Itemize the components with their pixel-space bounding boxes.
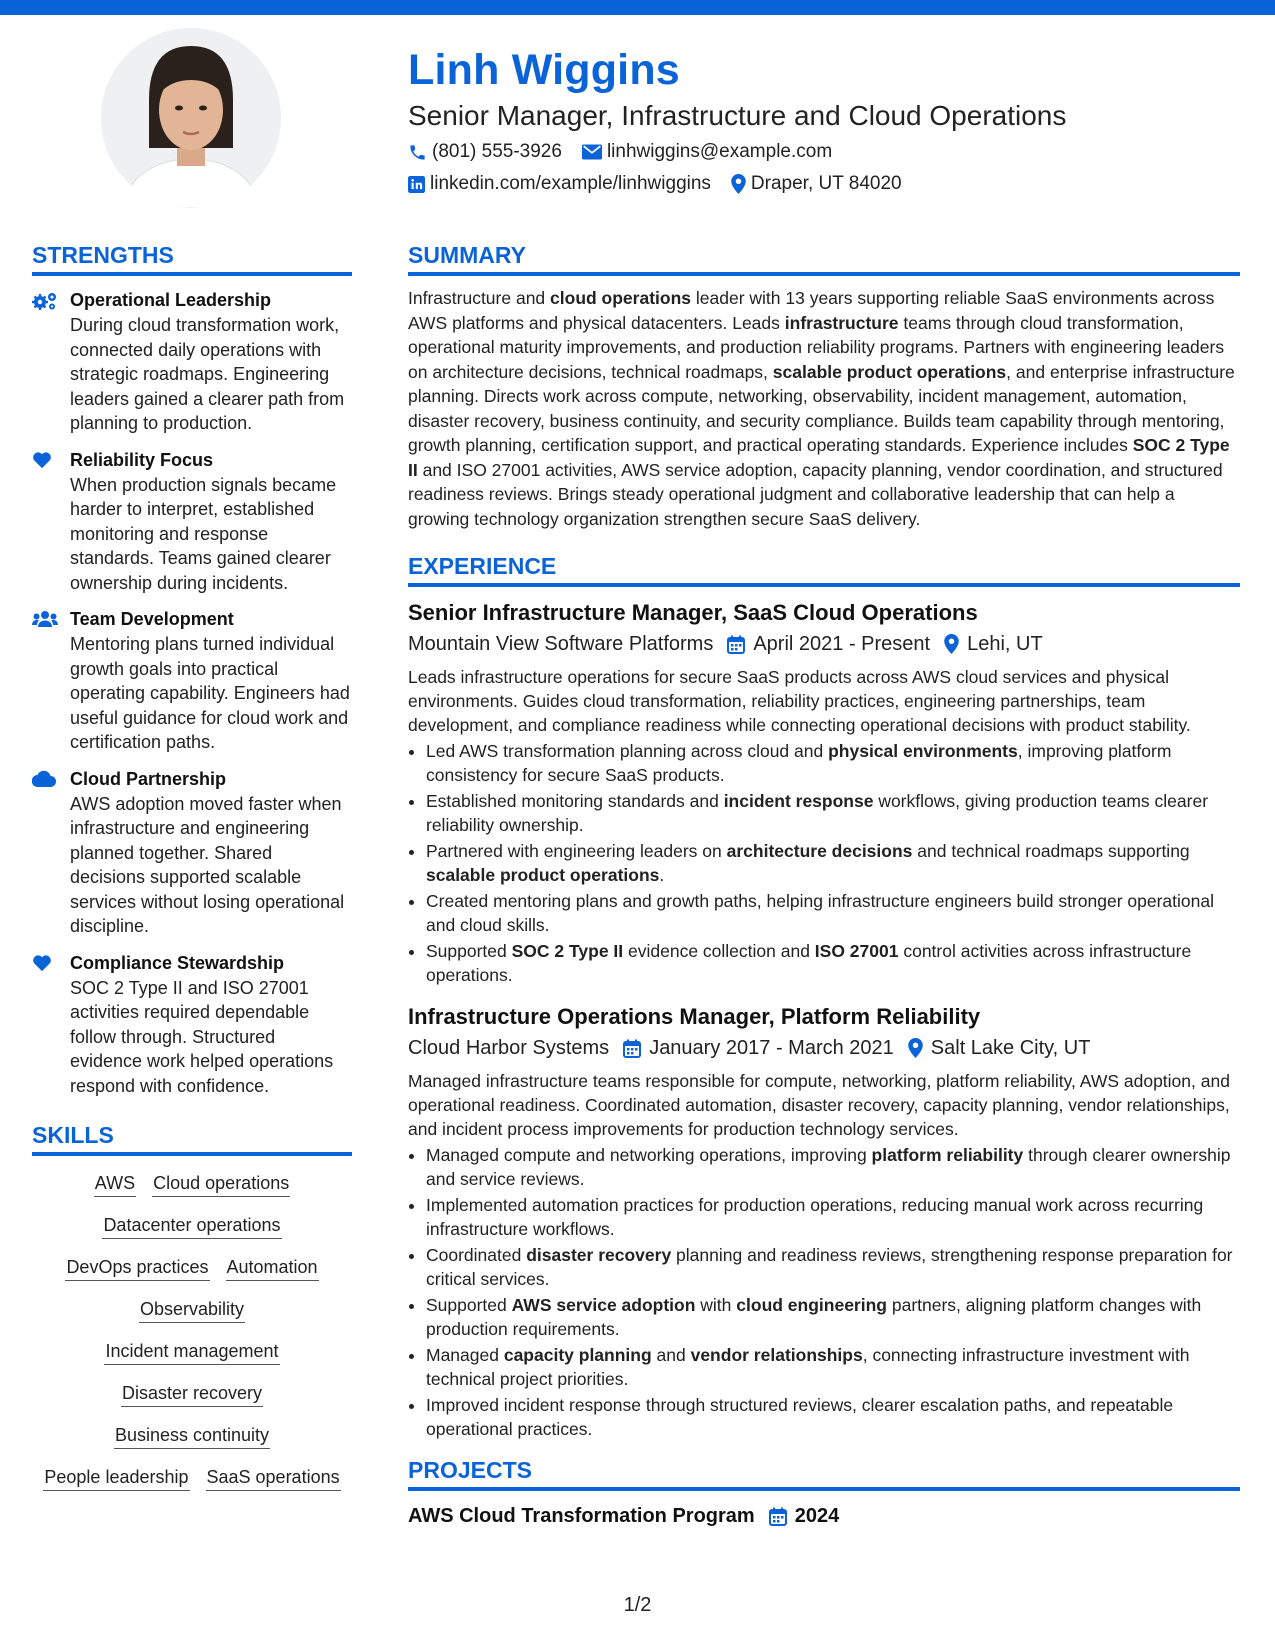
right-column	[408, 240, 1240, 1531]
strength-item	[32, 951, 352, 1099]
strength-desc: AWS adoption moved faster when infrastructure and engineering planned together. Shared decisions supported scalable services without losing operational discipline.	[70, 793, 345, 936]
map-pin-icon	[731, 174, 746, 194]
page-number: 1/2	[623, 1594, 652, 1616]
strength-item	[32, 288, 352, 436]
strength-item	[32, 448, 352, 596]
location-contact	[731, 170, 902, 198]
location-text: Draper, UT 84020	[750, 173, 902, 194]
left-column	[32, 240, 352, 1506]
job-entry	[408, 1001, 1240, 1441]
job-bullet: • Managed capacity planning and vendor relationships, connecting infrastructure investment with technical project priorities.	[426, 1343, 1240, 1391]
calendar-icon	[769, 1507, 787, 1526]
job-description: Leads infrastructure operations for secure SaaS products across AWS cloud services and physical environments. Guides cloud transformation, reliability practices, engineering partnerships, team development, and compliance readiness while connecting operational decisions with product stability.	[408, 667, 1191, 735]
job-dates: April 2021 - Present	[727, 629, 930, 659]
skill-tag: SaaS operations	[206, 1464, 341, 1491]
portrait-illustration	[101, 28, 281, 208]
contact-row-1	[408, 138, 1248, 166]
strength-desc: When production signals became harder to interpret, established monitoring and response standards. Teams gained clearer ownership during incidents.	[70, 474, 337, 593]
summary-heading: SUMMARY	[408, 240, 1240, 276]
candidate-name: Linh Wiggins	[408, 46, 680, 94]
job-meta	[408, 1033, 1240, 1063]
users-icon	[32, 610, 58, 628]
skill-row	[32, 1380, 352, 1407]
strength-title: Compliance Stewardship	[70, 952, 285, 973]
heart-icon	[32, 451, 52, 469]
skill-row	[32, 1464, 352, 1491]
calendar-icon	[727, 635, 745, 654]
linkedin-contact[interactable]	[408, 170, 711, 198]
job-bullet: • Supported SOC 2 Type II evidence collection and ISO 27001 control activities across infrastructure operations.	[426, 939, 1240, 987]
job-bullets	[408, 1143, 1240, 1441]
skill-tag: Observability	[139, 1296, 245, 1323]
job-description: Managed infrastructure teams responsible for compute, networking, platform reliability, AWS adoption, and operational readiness. Coordinated automation, disaster recovery, capacity planning, vendor relationships, and incident process improvements for production technology services.	[408, 1071, 1230, 1139]
job-bullet: • Managed compute and networking operations, improving platform reliability through clearer ownership and service reviews.	[426, 1143, 1240, 1191]
job-bullet: • Created mentoring plans and growth paths, helping infrastructure engineers build stronger operational and cloud skills.	[426, 889, 1240, 937]
strength-title: Reliability Focus	[70, 449, 214, 470]
job-dates: January 2017 - March 2021	[623, 1033, 894, 1063]
skill-row	[32, 1254, 352, 1281]
strength-desc: Mentoring plans turned individual growth goals into practical operating capability. Engineers had useful guidance for cloud work and certification paths.	[70, 634, 350, 752]
skill-tag: Datacenter operations	[102, 1212, 281, 1239]
job-meta	[408, 629, 1240, 659]
calendar-icon	[623, 1039, 641, 1058]
email-contact[interactable]	[582, 138, 832, 166]
summary-text: Infrastructure and cloud operations leader with 13 years supporting reliable SaaS environments across AWS platforms and physical datacenters. Leads infrastructure teams through cloud transformation, operational maturity improvements, and production reliability programs. Partners with engineering leaders on architecture decisions, technical roadmaps, scalable product operations, and enterprise infrastructure planning. Directs work across compute, networking, observability, incident management, automation, disaster recovery, business continuity, and security compliance. Builds team capability through mentoring, growth planning, certification support, and practical operating standards. Experience includes SOC 2 Type II and ISO 27001 activities, AWS service adoption, capacity planning, vendor coordination, and structured readiness reviews. Brings steady operational judgment and collaborative leadership that can help a growing technology organization strengthen secure SaaS delivery.	[408, 288, 1235, 529]
top-accent-bar	[0, 0, 1275, 15]
map-pin-icon	[944, 634, 959, 654]
job-company: Cloud Harbor Systems	[408, 1037, 610, 1059]
job-bullets	[408, 739, 1240, 987]
skill-tag: DevOps practices	[65, 1254, 209, 1281]
contact-row-2	[408, 170, 1248, 198]
phone-contact[interactable]	[408, 138, 562, 166]
skill-row	[32, 1170, 352, 1197]
skill-row	[32, 1422, 352, 1449]
job-title: Infrastructure Operations Manager, Platform Reliability	[408, 1004, 981, 1029]
job-bullet: • Improved incident response through structured reviews, clearer escalation paths, and repeatable operational practices.	[426, 1393, 1240, 1441]
job-location: Salt Lake City, UT	[908, 1033, 1091, 1063]
job-bullet: • Coordinated disaster recovery planning and readiness reviews, strengthening response preparation for critical services.	[426, 1243, 1240, 1291]
job-title: Senior Infrastructure Manager, SaaS Cloud Operations	[408, 600, 978, 625]
email-text: linhwiggins@example.com	[606, 141, 833, 162]
skill-tag: Incident management	[104, 1338, 279, 1365]
heart-icon	[32, 954, 52, 972]
strength-desc: SOC 2 Type II and ISO 27001 activities required dependable follow through. Structured evidence work helped operations respond with confidence.	[70, 977, 334, 1096]
projects-heading: PROJECTS	[408, 1455, 1240, 1491]
job-bullet: • Partnered with engineering leaders on architecture decisions and technical roadmaps supporting scalable product operations.	[426, 839, 1240, 887]
job-bullet: • Led AWS transformation planning across cloud and physical environments, improving platform consistency for secure SaaS products.	[426, 739, 1240, 787]
resume-header	[408, 42, 1248, 198]
strength-title: Team Development	[70, 609, 234, 629]
experience-heading: EXPERIENCE	[408, 551, 1240, 587]
job-bullet: • Implemented automation practices for production operations, reducing manual work across recurring infrastructure workflows.	[426, 1193, 1240, 1241]
skill-tag: Business continuity	[114, 1422, 270, 1449]
job-bullet: • Supported AWS service adoption with cloud engineering partners, aligning platform changes with production requirements.	[426, 1293, 1240, 1341]
skill-tag: Disaster recovery	[121, 1380, 263, 1407]
strength-title: Operational Leadership	[70, 290, 272, 310]
job-company: Mountain View Software Platforms	[408, 633, 714, 655]
strength-title: Cloud Partnership	[70, 768, 227, 789]
job-location: Lehi, UT	[944, 629, 1043, 659]
skills-list	[32, 1170, 352, 1491]
skill-tag: Cloud operations	[152, 1170, 290, 1197]
project-item	[408, 1501, 1240, 1531]
job-entry	[408, 597, 1240, 987]
candidate-title: Senior Manager, Infrastructure and Cloud Operations	[408, 100, 1067, 131]
project-title: AWS Cloud Transformation Program	[408, 1505, 755, 1527]
skills-heading: SKILLS	[32, 1120, 352, 1156]
map-pin-icon	[908, 1038, 923, 1058]
phone-icon	[408, 143, 427, 162]
strength-item	[32, 607, 352, 755]
skill-tag: Automation	[226, 1254, 319, 1281]
cloud-icon	[32, 770, 56, 787]
skill-tag: AWS	[94, 1170, 136, 1197]
envelope-icon	[582, 144, 602, 160]
strengths-heading: STRENGTHS	[32, 240, 352, 276]
job-bullet: • Established monitoring standards and incident response workflows, giving production teams clearer reliability ownership.	[426, 789, 1240, 837]
linkedin-icon	[408, 176, 425, 193]
project-year: 2024	[794, 1505, 840, 1527]
skill-tag: People leadership	[43, 1464, 189, 1491]
skill-row	[32, 1296, 352, 1323]
skill-row	[32, 1338, 352, 1365]
strength-item	[32, 767, 352, 939]
linkedin-text: linkedin.com/example/linhwiggins	[430, 173, 711, 194]
skill-row	[32, 1212, 352, 1239]
strength-desc: During cloud transformation work, connected daily operations with strategic roadmaps. Engineering leaders gained a clearer path from planning to production.	[70, 315, 345, 433]
phone-text: (801) 555-3926	[432, 141, 562, 162]
gears-icon	[32, 291, 58, 311]
profile-photo	[101, 28, 281, 208]
experience-list	[408, 597, 1240, 1441]
